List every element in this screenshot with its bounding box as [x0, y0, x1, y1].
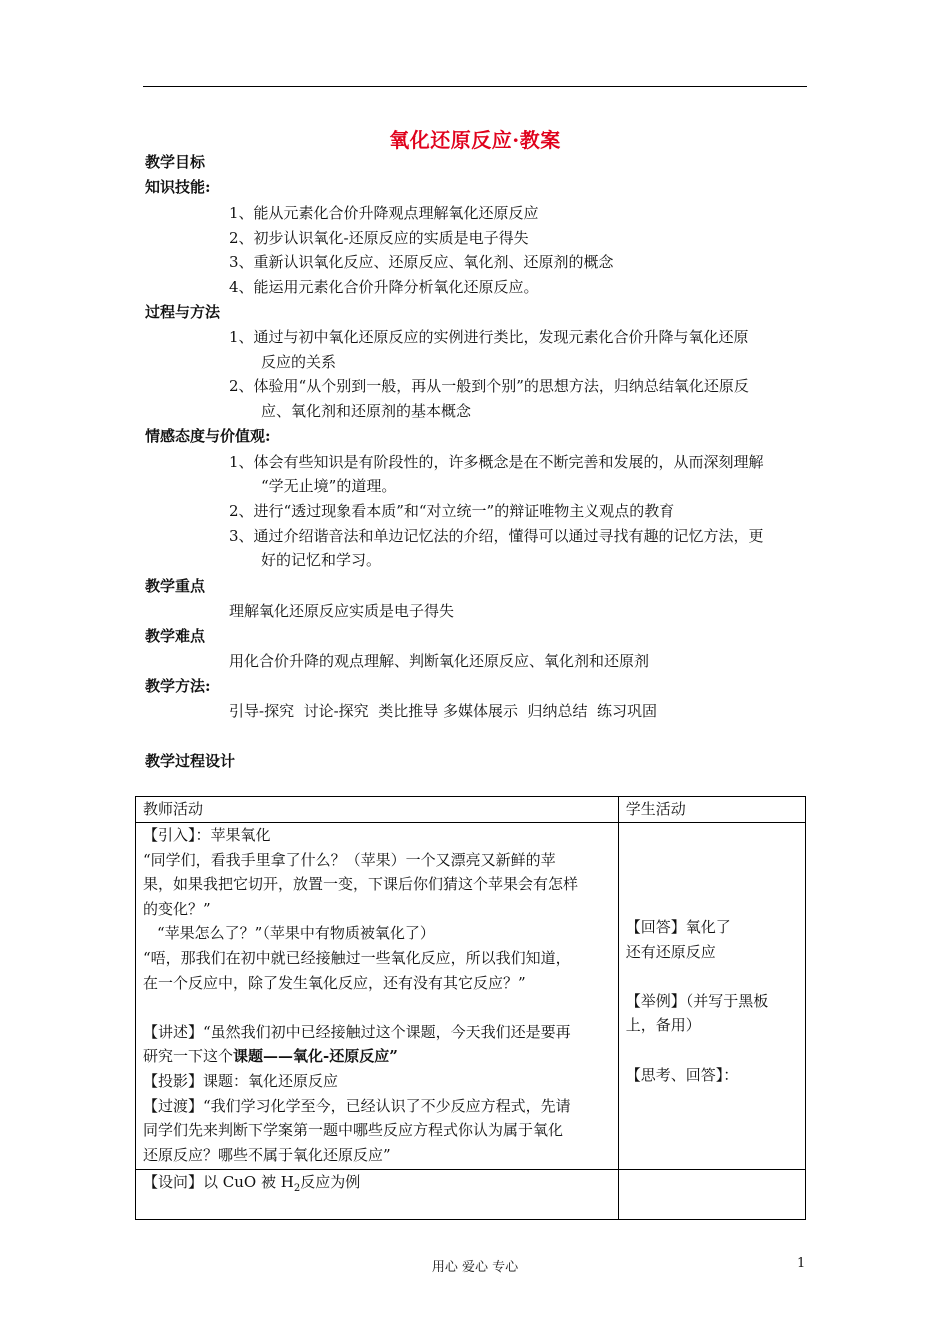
process-table	[135, 796, 806, 1220]
emotion-item-line: 1、体会有些知识是有阶段性的，许多概念是在不断完善和发展的，从而深刻理解	[229, 453, 764, 471]
teacher-line-part: 研究一下这个	[143, 1047, 234, 1066]
process-heading: 过程与方法	[145, 303, 221, 321]
header-rule	[143, 86, 807, 87]
teacher-line	[143, 1044, 611, 1069]
method-heading: 教学方法:	[145, 677, 211, 695]
knowledge-item: 2、初步认识氧化-还原反应的实质是电子得失	[229, 229, 529, 247]
emotion-item-line: “学无止境”的道理。	[261, 477, 397, 495]
student-line: 【举例】（并写于黑板	[625, 991, 769, 1010]
student-line: 还有还原反应	[625, 942, 716, 961]
emotion-item-line: 3、通过介绍谐音法和单边记忆法的介绍，懂得可以通过寻找有趣的记忆方法，更	[229, 527, 764, 545]
process-item-line: 应、氧化剂和还原剂的基本概念	[261, 402, 472, 420]
teacher-line: “唔，那我们在初中就已经接触过一些氧化反应，所以我们知道，	[143, 948, 571, 967]
goals-heading: 教学目标	[145, 153, 206, 171]
key-heading: 教学重点	[145, 577, 206, 595]
knowledge-heading: 知识技能:	[145, 178, 211, 196]
footer-motto: 用心 爱心 专心	[431, 1260, 519, 1275]
intro-label: 【引入】：苹果氧化	[143, 826, 271, 844]
table-header-row	[136, 797, 806, 823]
teacher-line: “同学们，看我手里拿了什么？（苹果）一个又漂亮又新鲜的苹	[143, 850, 556, 869]
teacher-line: 果，如果我把它切开，放置一变，下课后你们猜这个苹果会有怎样	[143, 875, 579, 894]
teacher-line: 同学们先来判断下学案第一题中哪些反应方程式你认为属于氧化	[143, 1121, 564, 1140]
teacher-line: “苹果怎么了？”（苹果中有物质被氧化了）	[157, 924, 435, 943]
teacher-line: 【投影】课题：氧化还原反应	[143, 1071, 339, 1090]
teacher-line: 的变化？”	[143, 899, 211, 918]
student-line: 【思考、回答】：	[625, 1065, 739, 1084]
student-line: 【回答】氧化了	[625, 918, 731, 936]
knowledge-item: 1、能从元素化合价升降观点理解氧化还原反应	[229, 204, 539, 222]
knowledge-item: 3、重新认识氧化反应、还原反应、氧化剂、还原剂的概念	[229, 253, 614, 271]
method-text: 引导-探究 讨论-探究 类比推导 多媒体展示 归纳总结 练习巩固	[229, 702, 658, 720]
student-activity-cell	[618, 823, 805, 1170]
process-item-line: 反应的关系	[261, 353, 337, 371]
page-number: 1	[797, 1256, 806, 1271]
teacher-activity-cell	[136, 823, 619, 1170]
student-column-header: 学生活动	[618, 797, 805, 823]
page-title: 氧化还原反应·教案	[389, 128, 561, 152]
emotion-item-line: 好的记忆和学习。	[261, 551, 382, 569]
student-activity-cell	[618, 1170, 805, 1220]
emotion-item-line: 2、进行“透过现象看本质”和“对立统一”的辩证唯物主义观点的教育	[229, 502, 675, 520]
teacher-line: 在一个反应中，除了发生氧化反应，还有没有其它反应？”	[143, 973, 526, 992]
teacher-activity-cell	[136, 1170, 619, 1220]
student-line: 上，备用）	[625, 1016, 701, 1035]
knowledge-item: 4、能运用元素化合价升降分析氧化还原反应。	[229, 278, 539, 296]
key-text: 理解氧化还原反应实质是电子得失	[229, 602, 455, 620]
emotion-heading: 情感态度与价值观:	[145, 427, 271, 445]
teacher-line: 【设问】以 CuO 被 $H_2$反应为例	[143, 1173, 361, 1194]
design-heading: 教学过程设计	[145, 752, 236, 770]
process-item-line: 1、通过与初中氧化还原反应的实例进行类比，发现元素化合价升降与氧化还原	[229, 328, 749, 346]
process-item-line: 2、体验用“从个别到一般，再从一般到个别”的思想方法，归纳总结氧化还原反	[229, 377, 749, 395]
lesson-topic: 课题——氧化-还原反应”	[233, 1047, 398, 1066]
teacher-line: 【讲述】“虽然我们初中已经接触过这个课题，今天我们还是要再	[143, 1022, 571, 1041]
teacher-line: 【过渡】“我们学习化学至今，已经认识了不少反应方程式，先请	[143, 1096, 571, 1115]
teacher-line: 还原反应？哪些不属于氧化还原反应”	[143, 1145, 391, 1164]
table-row	[136, 1170, 806, 1220]
teacher-column-header: 教师活动	[136, 797, 619, 823]
table-row	[136, 823, 806, 1170]
difficulty-text: 用化合价升降的观点理解、判断氧化还原反应、氧化剂和还原剂	[229, 652, 650, 670]
difficulty-heading: 教学难点	[145, 627, 206, 645]
